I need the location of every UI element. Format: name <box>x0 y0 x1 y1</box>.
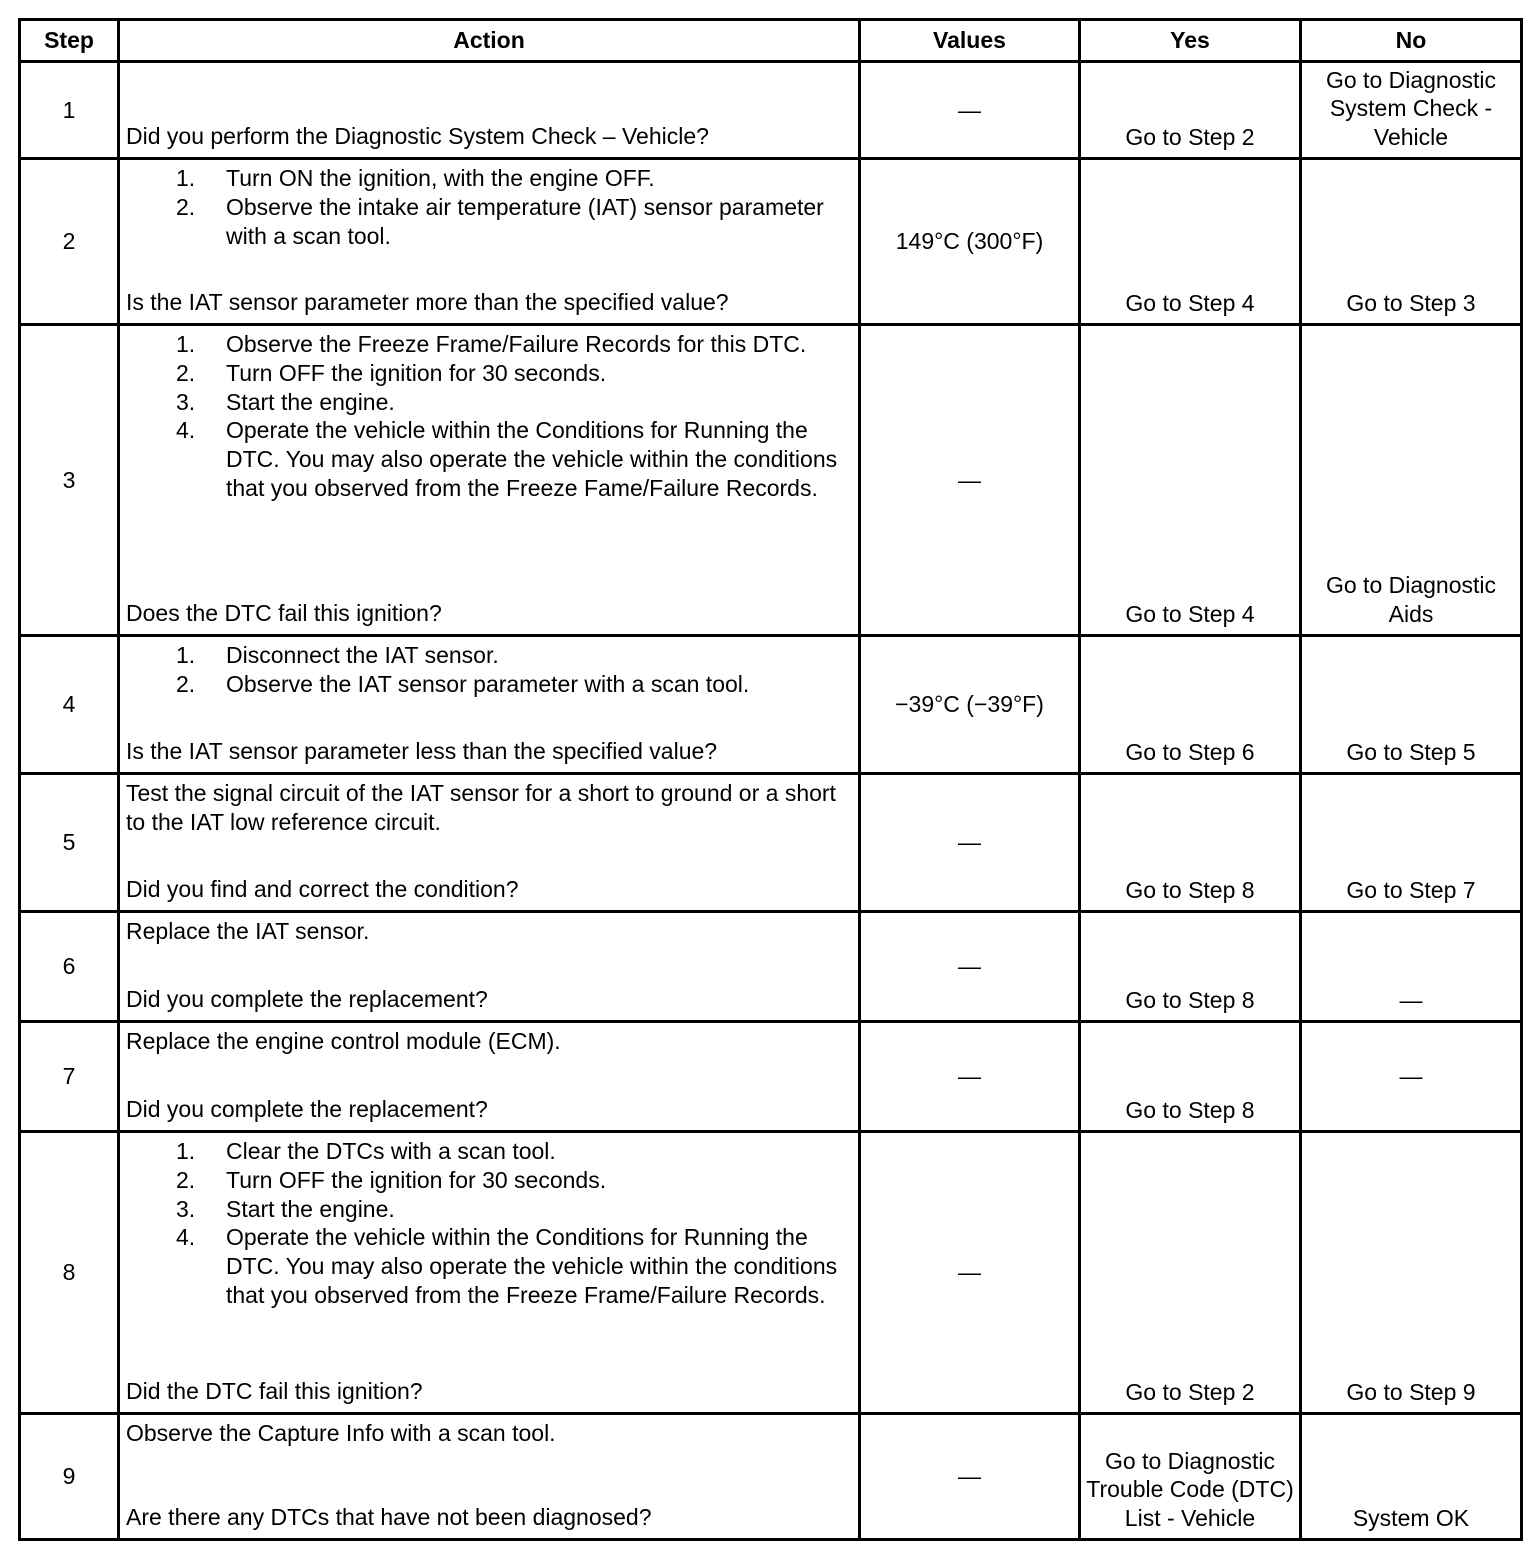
step-number: 7 <box>20 1022 119 1132</box>
list-item <box>126 193 852 251</box>
list-item-number: 1. <box>176 331 196 357</box>
list-item-number: 2. <box>176 670 196 697</box>
list-item-text: Start the engine. <box>226 1195 395 1222</box>
no-cell: Go to Step 3 <box>1301 159 1522 325</box>
no-cell: Go to Step 5 <box>1301 636 1522 774</box>
action-intro: Observe the Capture Info with a scan tool. <box>126 1420 556 1446</box>
table-row <box>20 774 1522 912</box>
yes-cell: Go to Step 4 <box>1080 325 1301 636</box>
list-item <box>126 1137 852 1166</box>
value-cell: — <box>860 325 1080 636</box>
action-question: Did you find and correct the condition? <box>126 876 519 903</box>
step-number: 1 <box>20 62 119 159</box>
list-item <box>126 359 852 388</box>
diagnostic-table <box>18 18 1523 1541</box>
list-item-number: 1. <box>176 1138 196 1164</box>
step-number: 5 <box>20 774 119 912</box>
list-item-text: Start the engine. <box>226 388 395 415</box>
action-intro: Replace the IAT sensor. <box>126 918 370 944</box>
value-cell: — <box>860 1022 1080 1132</box>
no-cell: System OK <box>1301 1414 1522 1540</box>
list-item-number: 2. <box>176 193 196 220</box>
yes-cell: Go to Step 2 <box>1080 1132 1301 1414</box>
value-cell: — <box>860 62 1080 159</box>
list-item-number: 3. <box>176 388 196 415</box>
list-item-text: Disconnect the IAT sensor. <box>226 642 499 668</box>
action-cell <box>119 159 860 325</box>
list-item <box>126 1166 852 1195</box>
header-yes: Yes <box>1080 20 1301 62</box>
action-question: Did you complete the replacement? <box>126 1096 488 1123</box>
list-item-text: Turn ON the ignition, with the engine OFF. <box>226 165 655 191</box>
list-item-number: 4. <box>176 1224 196 1251</box>
action-cell <box>119 912 860 1022</box>
table-row <box>20 325 1522 636</box>
action-cell <box>119 636 860 774</box>
table-row <box>20 1414 1522 1540</box>
header-action: Action <box>119 20 860 62</box>
list-item <box>126 388 852 417</box>
value-cell: — <box>860 912 1080 1022</box>
list-item <box>126 1195 852 1224</box>
action-question: Did you complete the replacement? <box>126 986 488 1013</box>
list-item-text: Operate the vehicle within the Conditions for Running the DTC. You may also operate the vehicle within the conditions that you observed from the Freeze Fame/Failure Records. <box>226 417 838 501</box>
list-item-text: Observe the Freeze Frame/Failure Records for this DTC. <box>226 331 807 357</box>
action-steps-list <box>126 641 852 699</box>
list-item-number: 1. <box>176 642 196 668</box>
action-steps-list <box>126 1137 852 1310</box>
list-item-text: Observe the intake air temperature (IAT) sensor parameter with a scan tool. <box>226 193 824 249</box>
list-item <box>126 1223 852 1309</box>
yes-cell: Go to Step 8 <box>1080 1022 1301 1132</box>
step-number: 2 <box>20 159 119 325</box>
no-cell: Go to Step 7 <box>1301 774 1522 912</box>
list-item-text: Observe the IAT sensor parameter with a scan tool. <box>226 670 750 697</box>
step-number: 4 <box>20 636 119 774</box>
value-cell: — <box>860 1132 1080 1414</box>
action-question: Is the IAT sensor parameter less than the specified value? <box>126 738 718 765</box>
no-cell: Go to Diagnostic Aids <box>1301 325 1522 636</box>
list-item-number: 1. <box>176 165 196 191</box>
list-item-text: Clear the DTCs with a scan tool. <box>226 1138 556 1164</box>
no-cell: — <box>1301 912 1522 1022</box>
table-row <box>20 1132 1522 1414</box>
step-number: 8 <box>20 1132 119 1414</box>
table-row <box>20 636 1522 774</box>
action-cell <box>119 774 860 912</box>
no-cell: Go to Step 9 <box>1301 1132 1522 1414</box>
list-item-text: Turn OFF the ignition for 30 seconds. <box>226 359 607 386</box>
header-step: Step <box>20 20 119 62</box>
list-item <box>126 330 852 359</box>
no-cell: Go to Diagnostic System Check - Vehicle <box>1301 62 1522 159</box>
table-row <box>20 912 1522 1022</box>
action-intro: Replace the engine control module (ECM). <box>126 1028 561 1054</box>
action-question: Did the DTC fail this ignition? <box>126 1378 423 1405</box>
action-steps-list <box>126 330 852 503</box>
table-row <box>20 1022 1522 1132</box>
table-row <box>20 159 1522 325</box>
yes-cell: Go to Step 8 <box>1080 774 1301 912</box>
action-cell <box>119 1022 860 1132</box>
list-item-number: 2. <box>176 1166 196 1193</box>
list-item-number: 2. <box>176 359 196 386</box>
step-number: 6 <box>20 912 119 1022</box>
list-item <box>126 641 852 670</box>
header-values: Values <box>860 20 1080 62</box>
action-question: Are there any DTCs that have not been diagnosed? <box>126 1504 652 1531</box>
action-intro: Test the signal circuit of the IAT sensor for a short to ground or a short to the IAT low reference circuit. <box>126 780 836 835</box>
action-question: Is the IAT sensor parameter more than the specified value? <box>126 289 729 316</box>
list-item <box>126 164 852 193</box>
yes-cell: Go to Diagnostic Trouble Code (DTC) List - Vehicle <box>1080 1414 1301 1540</box>
table-row <box>20 62 1522 159</box>
action-cell <box>119 1414 860 1540</box>
yes-cell: Go to Step 6 <box>1080 636 1301 774</box>
list-item-text: Operate the vehicle within the Conditions for Running the DTC. You may also operate the vehicle within the conditions that you observed from the Freeze Frame/Failure Records. <box>226 1224 838 1308</box>
action-question: Does the DTC fail this ignition? <box>126 600 442 627</box>
value-cell: — <box>860 774 1080 912</box>
list-item <box>126 670 852 699</box>
list-item-number: 3. <box>176 1195 196 1222</box>
diagnostic-table-container <box>18 18 1520 1541</box>
step-number: 3 <box>20 325 119 636</box>
action-steps-list <box>126 164 852 250</box>
action-question: Did you perform the Diagnostic System Check – Vehicle? <box>126 123 709 150</box>
header-no: No <box>1301 20 1522 62</box>
yes-cell: Go to Step 4 <box>1080 159 1301 325</box>
step-number: 9 <box>20 1414 119 1540</box>
action-cell <box>119 62 860 159</box>
list-item-text: Turn OFF the ignition for 30 seconds. <box>226 1166 607 1193</box>
header-row <box>20 20 1522 62</box>
value-cell: 149°C (300°F) <box>860 159 1080 325</box>
list-item <box>126 416 852 502</box>
value-cell: −39°C (−39°F) <box>860 636 1080 774</box>
yes-cell: Go to Step 8 <box>1080 912 1301 1022</box>
action-cell <box>119 325 860 636</box>
list-item-number: 4. <box>176 417 196 444</box>
yes-cell: Go to Step 2 <box>1080 62 1301 159</box>
action-cell <box>119 1132 860 1414</box>
no-cell: — <box>1301 1022 1522 1132</box>
value-cell: — <box>860 1414 1080 1540</box>
